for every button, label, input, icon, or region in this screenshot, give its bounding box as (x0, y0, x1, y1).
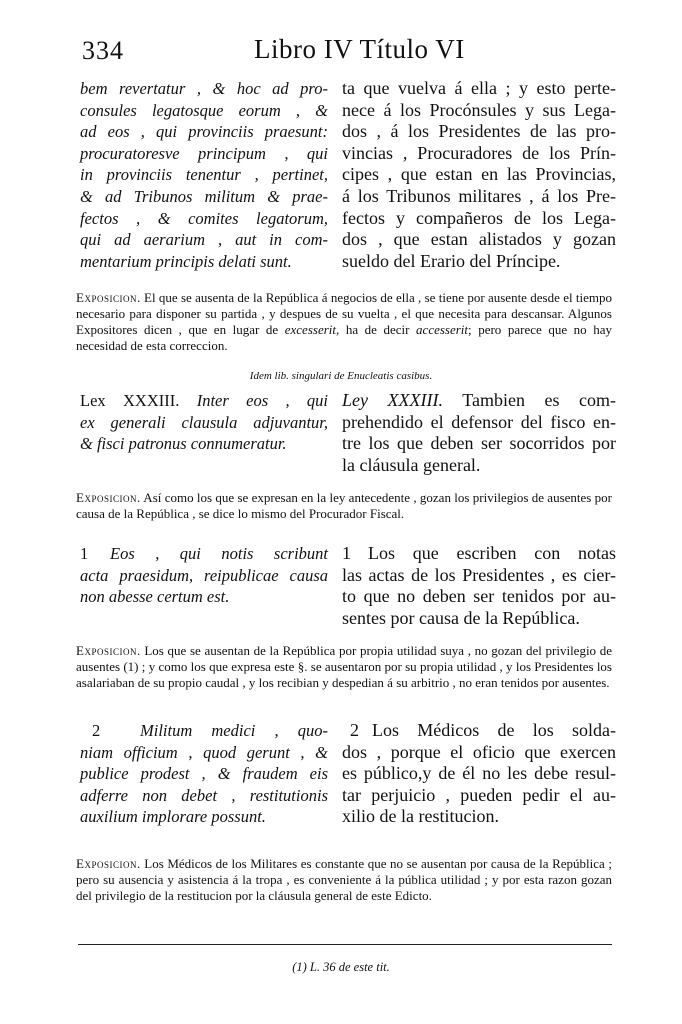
spanish-column (342, 78, 616, 272)
exposition-paragraph (76, 290, 612, 354)
footnote-rule (78, 944, 612, 945)
spanish-column (342, 720, 616, 828)
latin-line: consules legatosque eorum , & (80, 100, 328, 120)
spanish-line: dos , que estan alistados y gozan (342, 229, 616, 250)
running-title: Libro IV Título VI (254, 34, 465, 64)
exposition-text: Así como los que se expresan en la ley antecedente , gozan los privilegios de ausentes por causa de la República , se dice lo mismo del Procurador Fiscal. (76, 490, 612, 521)
spanish-line: sueldo del Erario del Príncipe. (342, 250, 561, 271)
paragraph-number: 2 (350, 720, 359, 740)
exposition-italic: accesserit (416, 322, 469, 337)
spanish-line: xilio de la restitucion. (342, 806, 499, 827)
spanish-line: dos , porque el oficio que exercen (342, 741, 616, 762)
law-heading: Ley XXXIII. (342, 390, 443, 410)
spanish-text: Los Médicos de los solda- (372, 720, 616, 740)
latin-line: acta praesidum, reipublicae causa (80, 565, 328, 585)
latin-text: Eos , qui notis scribunt (110, 544, 328, 563)
latin-line: procuratoresve principum , qui (80, 143, 328, 163)
latin-line: niam officium , quod gerunt , & (80, 742, 328, 762)
exposition-text: , ha de decir (336, 322, 417, 337)
spanish-line: tar perjuicio , pueden pedir el au- (342, 784, 616, 805)
law-heading: Lex XXXIII. (80, 391, 180, 410)
source-citation: Idem lib. singulari de Enucleatis casibus. (249, 370, 433, 382)
spanish-line: ta que vuelva á ella ; y esto perte- (342, 78, 616, 98)
spanish-line (342, 543, 616, 565)
latin-line: bem revertatur , & hoc ad pro- (80, 79, 328, 98)
spanish-text: Tambien es com- (462, 390, 616, 410)
latin-line: auxilium implorare possunt. (80, 807, 266, 827)
latin-column (80, 720, 328, 828)
exposition-italic: excesserit (284, 322, 337, 337)
latin-line: non abesse certum est. (80, 587, 230, 607)
spanish-line: las actas de los Presidentes , es cier- (342, 564, 616, 585)
latin-line: ex generali clausula adjuvantur, (80, 412, 328, 432)
latin-column (80, 78, 328, 272)
exposition-lead: Exposicion. (76, 643, 141, 658)
paragraph-number: 1 (80, 544, 89, 563)
exposition-text: Los que se ausentan de la República por propia utilidad suya , no gozan del privilegio de ausentes (1) ; y como los que expresa este §. se ausentaron por su propia utilidad , y los Presidentes los asalariaban de su propio caudal , y los recibian y despedian á su arbitrio , no eran tenidos por ausentes. (76, 643, 612, 690)
exposition-lead: Exposicion. (76, 490, 141, 505)
spanish-line: cipes , que estan en las Provincias, (342, 164, 616, 185)
spanish-line: á los Tribunos militares , á los Pre- (342, 185, 616, 206)
spanish-line (342, 720, 616, 742)
latin-line: fectos , & comites legatorum, (80, 208, 328, 228)
spanish-line: es público,y de él no les debe resul- (342, 763, 616, 784)
spanish-line: tre los que deben ser socorridos por (342, 433, 616, 454)
page-number: 334 (82, 36, 124, 65)
page-header (0, 32, 682, 72)
exposition-paragraph (76, 490, 612, 522)
latin-line: & ad Tribunos militum & prae- (80, 186, 328, 206)
spanish-line: dos , á los Presidentes de las pro- (342, 121, 616, 142)
spanish-text: Los que escriben con notas (368, 543, 616, 563)
law-block (76, 390, 616, 480)
paragraph-block-2 (76, 720, 616, 835)
latin-text: Inter eos , qui (196, 391, 329, 410)
spanish-line: fectos y compañeros de los Lega- (342, 207, 616, 228)
latin-line: mentarium principis delati sunt. (80, 251, 292, 271)
spanish-line: sentes por causa de la República. (342, 607, 580, 628)
latin-line (80, 720, 328, 742)
spanish-line: nece á los Procónsules y sus Lega- (342, 99, 616, 120)
latin-line: adferre non debet , restitutionis (80, 785, 328, 805)
latin-line: ad eos , qui provinciis praesunt: (80, 122, 328, 142)
exposition-paragraph (76, 856, 612, 904)
exposition-text: El que se ausenta de la República á negocios de ella , se tiene por ausente desde el tiempo necesario para disponer su partida , y despues de su vuelta , el que necesita para descansar. Algunos Expositores dicen , que en lugar de (76, 290, 612, 337)
latin-column (80, 390, 328, 455)
latin-line (80, 390, 328, 412)
footnote: (1) L. 36 de este tit. (292, 960, 390, 974)
spanish-line: vincias , Procuradores de los Prín- (342, 142, 616, 163)
paragraph-number: 2 (92, 721, 101, 740)
latin-line (80, 543, 328, 565)
paragraph-block-1 (76, 543, 616, 633)
spanish-line: prehendido el defensor del fisco en- (342, 411, 616, 432)
latin-line: in provinciis tenentur , pertinet, (80, 165, 328, 185)
spanish-line (342, 390, 616, 412)
exposition-text: Los Médicos de los Militares es constante que no se ausentan por causa de la República ; pero su ausencia y asistencia á la tropa , es conveniente á la pública utilidad ; y por esta razon gozan del privilegio de la restitucion por la cláusula general de este Edicto. (76, 856, 612, 903)
spanish-column (342, 543, 616, 629)
paragraph-number: 1 (342, 543, 351, 563)
exposition-lead: Exposicion. (76, 856, 141, 871)
exposition-paragraph (76, 643, 612, 691)
latin-text: Militum medici , quo- (140, 721, 328, 740)
exposition-lead: Exposicion. (76, 290, 141, 305)
latin-line: & fisci patronus connumeratur. (80, 434, 287, 454)
spanish-line: to que no deben ser tenidos por au- (342, 586, 616, 607)
spanish-line: la cláusula general. (342, 454, 481, 475)
exposition-text: ; pero parece que no hay necesidad de esta correccion. (76, 322, 612, 353)
spanish-column (342, 390, 616, 476)
latin-line: qui ad aerarium , aut in com- (80, 230, 328, 250)
bilingual-block-continuation (76, 78, 616, 278)
latin-column (80, 543, 328, 608)
latin-line: publice prodest , & fraudem eis (80, 764, 328, 784)
